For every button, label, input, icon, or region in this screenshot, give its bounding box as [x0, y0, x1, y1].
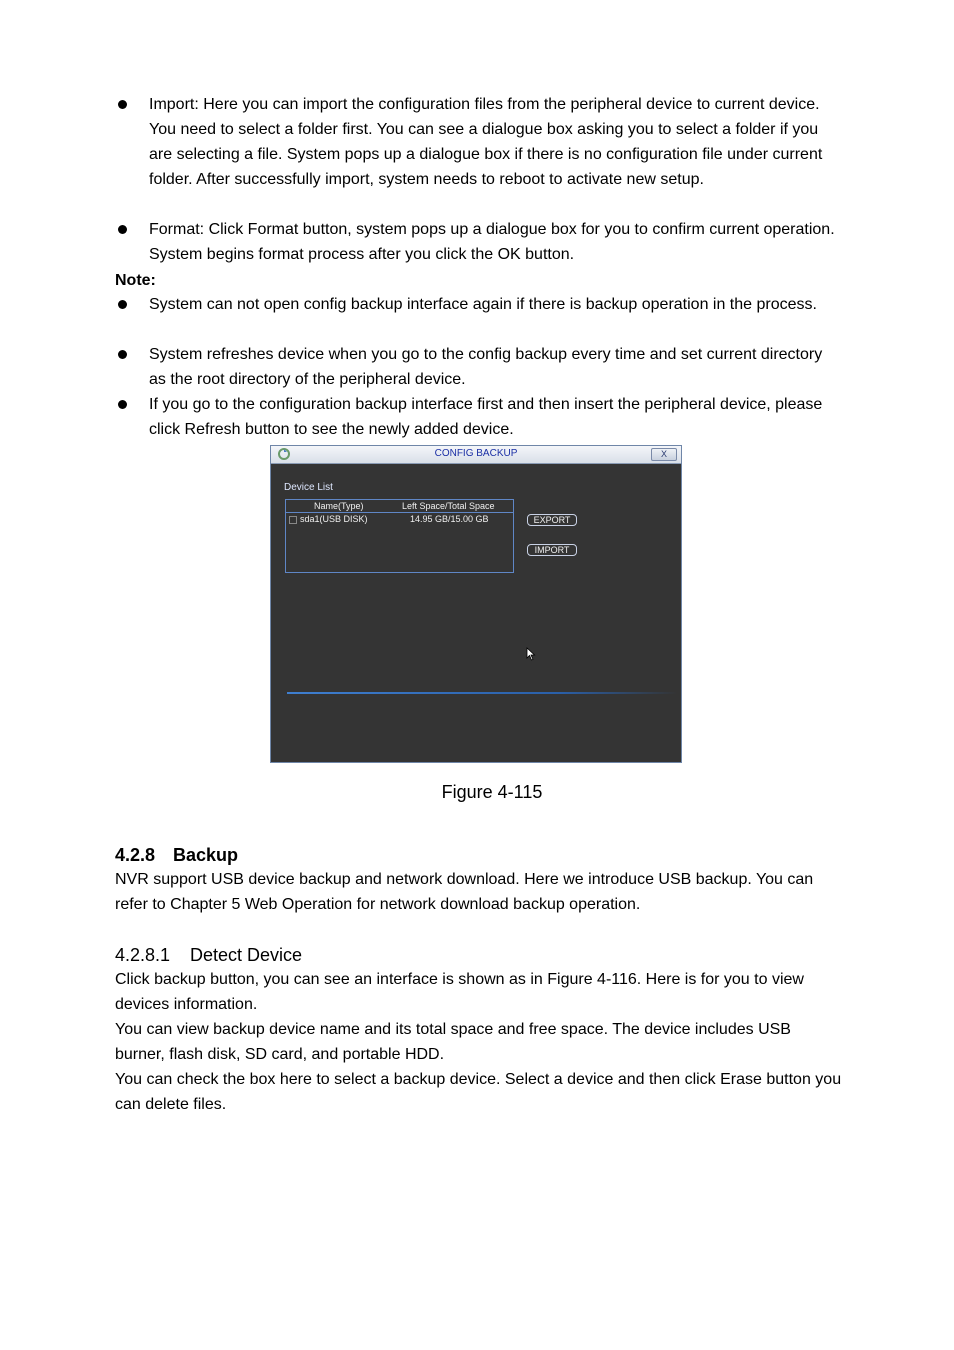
section-paragraph: NVR support USB device backup and network download. Here we introduce USB backup. You can refer to Chapter 5 Web Operation for network download backup operation. — [115, 871, 814, 913]
column-header-space: Left Space/Total Space — [402, 501, 495, 511]
section-number: 4.2.8 — [115, 845, 156, 865]
device-checkbox[interactable] — [289, 516, 297, 524]
bullet-text: System can not open config backup interface again if there is backup operation in the process. — [149, 296, 817, 313]
subsection-paragraph: Click backup button, you can see an interface is shown as in Figure 4-116. Here is for you to view devices information. — [115, 971, 804, 1013]
device-list-label: Device List — [284, 482, 333, 493]
bullet-dot-icon — [118, 225, 127, 234]
subsection-paragraph: You can view backup device name and its total space and free space. The device includes USB burner, flash disk, SD card, and portable HDD. — [115, 1021, 791, 1063]
divider — [287, 692, 677, 694]
bullet-text: Import: Here you can import the configuration files from the peripheral device to current device. You need to select a folder first. You can see a dialogue box asking you to select a folder if you are selecting a file. System pops up a dialogue box if there is no configuration file under current folder. After successfully import, system needs to reboot to activate new setup. — [149, 96, 823, 188]
section-title: Backup — [173, 845, 239, 865]
note-label: Note: — [115, 272, 156, 289]
bullet-dot-icon — [118, 350, 127, 359]
table-row[interactable] — [286, 514, 513, 526]
device-space: 14.95 GB/15.00 GB — [410, 514, 489, 524]
import-button[interactable]: IMPORT — [527, 544, 577, 556]
subsection-title: Detect Device — [190, 945, 303, 965]
bullet-dot-icon — [118, 300, 127, 309]
device-list-table — [285, 499, 514, 573]
bullet-dot-icon — [118, 400, 127, 409]
device-name: sda1(USB DISK) — [300, 514, 368, 524]
section-heading — [115, 842, 238, 868]
subsection-number: 4.2.8.1 — [115, 945, 171, 965]
figure-caption: Figure 4-115 — [441, 782, 543, 802]
mouse-cursor-icon — [526, 647, 536, 661]
table-header — [286, 500, 513, 513]
bullet-text: If you go to the configuration backup interface first and then insert the peripheral device, please click Refresh button to see the newly added device. — [149, 396, 823, 438]
subsection-paragraph: You can check the box here to select a backup device. Select a device and then click Erase button you can delete files. — [115, 1071, 842, 1113]
close-button[interactable]: X — [651, 448, 677, 461]
bullet-text: System refreshes device when you go to the config backup every time and set current directory as the root directory of the peripheral device. — [149, 346, 823, 388]
column-header-name: Name(Type) — [314, 501, 364, 511]
bullet-text: Format: Click Format button, system pops up a dialogue box for you to confirm current operation. System begins format process after you click the OK button. — [149, 221, 835, 263]
config-backup-dialog — [270, 445, 682, 763]
dialog-title-bar — [271, 446, 681, 464]
dialog-title: CONFIG BACKUP — [434, 448, 518, 459]
export-button[interactable]: EXPORT — [527, 514, 577, 526]
bullet-dot-icon — [118, 100, 127, 109]
subsection-heading — [115, 942, 302, 968]
